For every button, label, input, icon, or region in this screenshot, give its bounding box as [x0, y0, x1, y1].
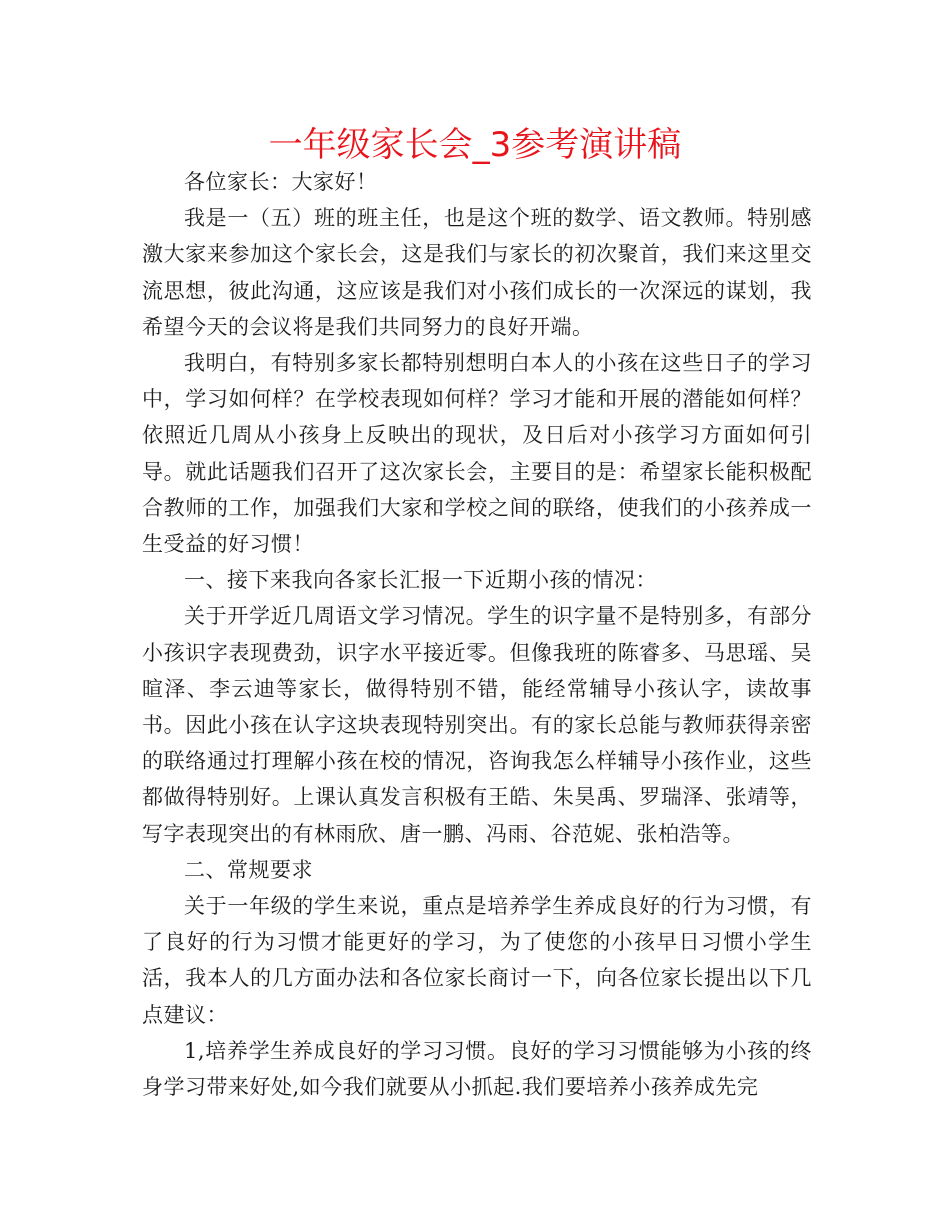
section-heading-report: 一、接下来我向各家长汇报一下近期小孩的情况：: [184, 568, 657, 593]
section-heading-requirements: 二、常规要求: [184, 857, 313, 882]
paragraph-purpose: 我明白，有特别多家长都特别想明白本人的小孩在这些日子的学习中，学习如何样？在学校表现如何样？学习才能和开展的潜能如何样？依照近几周从小孩身上反映出的现状，及日后对小孩学习方面如何引导。就此话题我们召开了这次家长会，主要目的是：希望家长能积极配合教师的工作，加强我们大家和学校之间的联络，使我们的小孩养成一生受益的好习惯！: [142, 351, 812, 557]
paragraph-introduction: 我是一（五）班的班主任，也是这个班的数学、语文教师。特别感激大家来参加这个家长会，这是我们与家长的初次聚首，我们来这里交流思想，彼此沟通，这应该是我们对小孩们成长的一次深远的谋划，我希望今天的会议将是我们共同努力的良好开端。: [142, 206, 812, 339]
paragraph-suggestion-1: 1,培养学生养成良好的学习习惯。良好的学习习惯能够为小孩的终身学习带来好处,如今我们就要从小抓起.我们要培养小孩养成先完: [142, 1038, 812, 1100]
document-body: [142, 164, 812, 1105]
paragraph-greeting: 各位家长：大家好！: [184, 170, 378, 194]
paragraph-habits: 关于一年级的学生来说，重点是培养学生养成良好的行为习惯，有了良好的行为习惯才能更好的学习，为了使您的小孩早日习惯小学生活，我本人的几方面办法和各位家长商讨一下，向各位家长提出以下几点建议：: [142, 894, 812, 1027]
document-title: 一年级家长会_3参考演讲稿: [268, 125, 682, 165]
paragraph-chinese-study: 关于开学近几周语文学习情况。学生的识字量不是特别多，有部分小孩识字表现费劲，识字水平接近零。但像我班的陈睿多、马思瑶、吴暄泽、李云迪等家长，做得特别不错，能经常辅导小孩认字，读故事书。因此小孩在认字这块表现特别突出。有的家长总能与教师获得亲密的联络通过打理解小孩在校的情况，咨询我怎么样辅导小孩作业，这些都做得特别好。上课认真发言积极有王皓、朱昊禹、罗瑞泽、张靖等，写字表现突出的有林雨欣、唐一鹏、冯雨、谷范妮、张柏浩等。: [142, 604, 812, 846]
